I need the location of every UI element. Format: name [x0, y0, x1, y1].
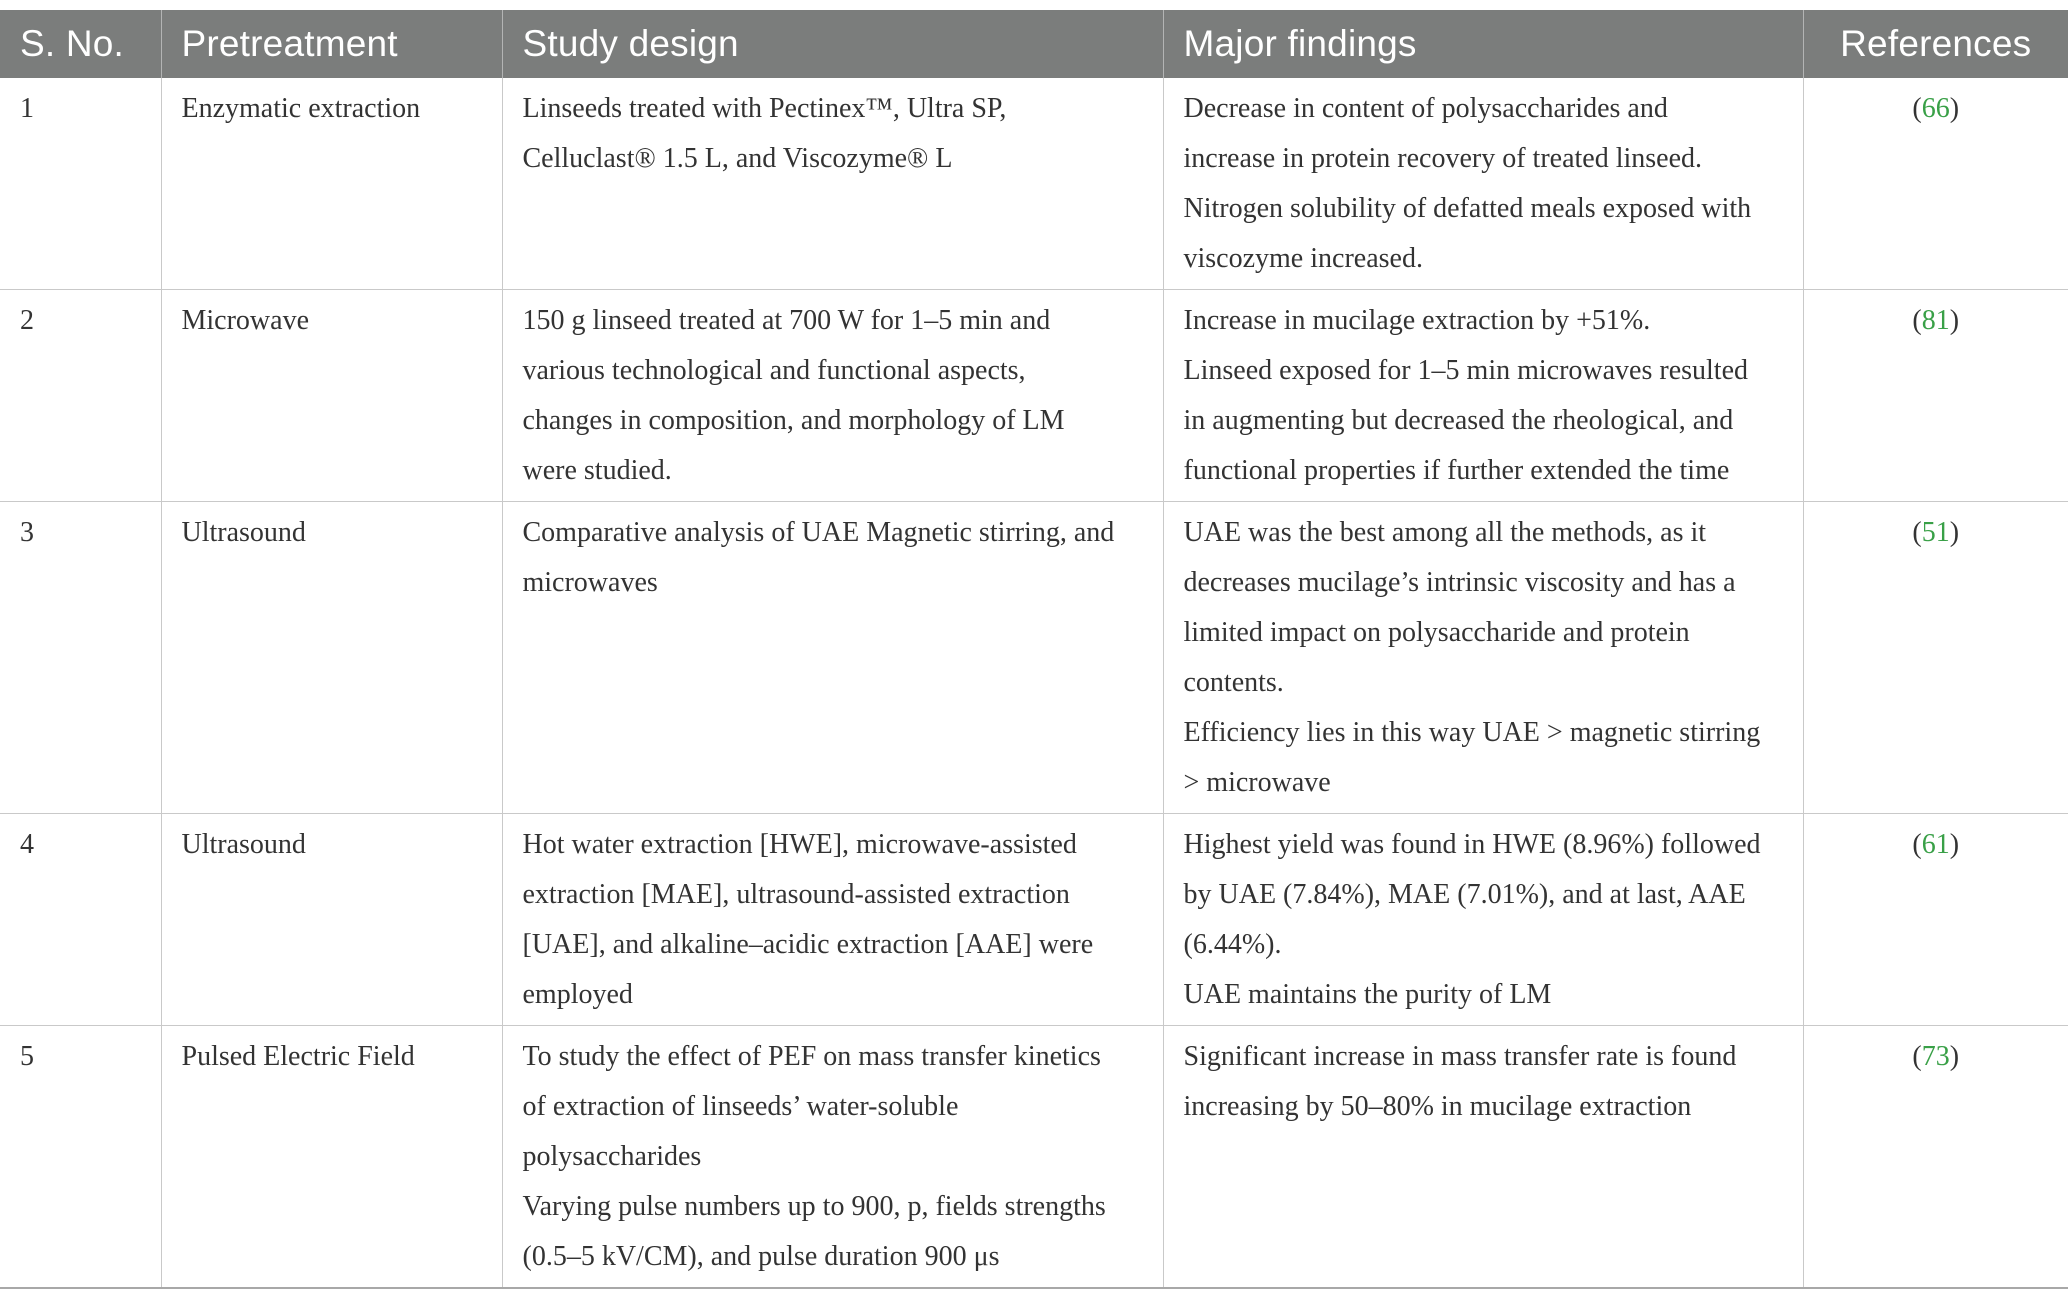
table-row	[0, 78, 2068, 290]
study-design-line: employed	[522, 979, 633, 1010]
study-design-line: [UAE], and alkaline–acidic extraction [AAE] were	[522, 929, 1094, 960]
cell-pretreatment: Pulsed Electric Field	[161, 1026, 502, 1289]
cell-pretreatment: Ultrasound	[161, 502, 502, 814]
study-design-line: changes in composition, and morphology of LM	[522, 405, 1065, 436]
header-sno: S. No.	[0, 10, 161, 78]
study-design-line: Celluclast® 1.5 L, and Viscozyme® L	[522, 143, 953, 174]
reference-close-paren: )	[1949, 305, 1960, 336]
major-findings-line: by UAE (7.84%), MAE (7.01%), and at last, AAE	[1183, 879, 1746, 910]
study-design-line: microwaves	[522, 567, 658, 598]
reference-link[interactable]: 51	[1921, 517, 1950, 548]
header-references: References	[1840, 23, 2032, 64]
major-findings-line: Increase in mucilage extraction by +51%.	[1183, 305, 1651, 336]
major-findings-line: increase in protein recovery of treated linseed.	[1183, 143, 1703, 174]
cell-reference	[1803, 502, 2068, 814]
reference-close-paren: )	[1949, 829, 1960, 860]
cell-study-design	[502, 78, 1163, 290]
cell-reference	[1803, 290, 2068, 502]
cell-major-findings	[1163, 78, 1803, 290]
table-body	[0, 78, 2068, 1288]
reference-link[interactable]: 81	[1921, 305, 1950, 336]
major-findings-line: Linseed exposed for 1–5 min microwaves resulted	[1183, 355, 1749, 386]
cell-reference	[1803, 1026, 2068, 1289]
reference-link[interactable]: 61	[1921, 829, 1950, 860]
study-design-line: polysaccharides	[522, 1141, 702, 1172]
cell-pretreatment: Enzymatic extraction	[161, 78, 502, 290]
study-design-line: Hot water extraction [HWE], microwave-assisted	[522, 829, 1077, 860]
major-findings-line: in augmenting but decreased the rheological, and	[1183, 405, 1734, 436]
study-design-line: 150 g linseed treated at 700 W for 1–5 min and	[522, 305, 1051, 336]
study-design-line: Comparative analysis of UAE Magnetic stirring, and	[522, 517, 1115, 548]
cell-reference	[1803, 78, 2068, 290]
study-design-line: (0.5–5 kV/CM), and pulse duration 900 μs	[522, 1241, 1000, 1272]
reference-link[interactable]: 73	[1921, 1041, 1950, 1072]
major-findings-line: Decrease in content of polysaccharides and	[1183, 93, 1668, 124]
major-findings-line: contents.	[1183, 667, 1284, 698]
study-design-line: of extraction of linseeds’ water-soluble	[522, 1091, 959, 1122]
study-design-line: various technological and functional aspects,	[522, 355, 1026, 386]
reference-open-paren: (	[1912, 517, 1922, 548]
reference-close-paren: )	[1949, 517, 1960, 548]
cell-sno: 2	[0, 290, 161, 502]
cell-study-design	[502, 1026, 1163, 1289]
major-findings-line: Efficiency lies in this way UAE > magnetic stirring	[1183, 717, 1761, 748]
reference-open-paren: (	[1912, 305, 1922, 336]
major-findings-line: limited impact on polysaccharide and protein	[1183, 617, 1690, 648]
major-findings-line: viscozyme increased.	[1183, 243, 1423, 274]
table-row	[0, 814, 2068, 1026]
reference-open-paren: (	[1912, 829, 1922, 860]
header-major-findings: Major findings	[1163, 10, 1803, 78]
table-header-row	[0, 10, 2068, 78]
reference-link[interactable]: 66	[1921, 93, 1950, 124]
major-findings-line: UAE maintains the purity of LM	[1183, 979, 1552, 1010]
major-findings-line: (6.44%).	[1183, 929, 1282, 960]
major-findings-line: decreases mucilage’s intrinsic viscosity and has a	[1183, 567, 1736, 598]
table-row	[0, 1026, 2068, 1289]
cell-reference	[1803, 814, 2068, 1026]
cell-major-findings	[1163, 814, 1803, 1026]
cell-study-design	[502, 290, 1163, 502]
major-findings-line: functional properties if further extended the time	[1183, 455, 1730, 486]
reference-close-paren: )	[1949, 1041, 1960, 1072]
cell-sno: 5	[0, 1026, 161, 1289]
header-study-design: Study design	[502, 10, 1163, 78]
major-findings-line: Highest yield was found in HWE (8.96%) followed	[1183, 829, 1761, 860]
study-design-line: Varying pulse numbers up to 900, p, fields strengths	[522, 1191, 1106, 1222]
reference-open-paren: (	[1912, 93, 1922, 124]
table-row	[0, 290, 2068, 502]
study-design-line: extraction [MAE], ultrasound-assisted extraction	[522, 879, 1070, 910]
major-findings-line: Significant increase in mass transfer rate is found	[1183, 1041, 1737, 1072]
major-findings-line: UAE was the best among all the methods, as it	[1183, 517, 1707, 548]
cell-study-design	[502, 814, 1163, 1026]
cell-major-findings	[1163, 1026, 1803, 1289]
cell-sno: 3	[0, 502, 161, 814]
cell-pretreatment: Ultrasound	[161, 814, 502, 1026]
major-findings-line: Nitrogen solubility of defatted meals exposed with	[1183, 193, 1752, 224]
cell-pretreatment: Microwave	[161, 290, 502, 502]
cell-major-findings	[1163, 290, 1803, 502]
cell-sno: 4	[0, 814, 161, 1026]
pretreatment-table-container	[0, 10, 2068, 1289]
study-design-line: were studied.	[522, 455, 672, 486]
major-findings-line: > microwave	[1183, 767, 1331, 798]
study-design-line: To study the effect of PEF on mass transfer kinetics	[522, 1041, 1101, 1072]
major-findings-line: increasing by 50–80% in mucilage extraction	[1183, 1091, 1692, 1122]
reference-open-paren: (	[1912, 1041, 1922, 1072]
cell-study-design	[502, 502, 1163, 814]
study-design-line: Linseeds treated with Pectinex™, Ultra SP,	[522, 93, 1007, 124]
pretreatment-table	[0, 10, 2068, 1289]
header-pretreatment: Pretreatment	[161, 10, 502, 78]
cell-sno: 1	[0, 78, 161, 290]
cell-major-findings	[1163, 502, 1803, 814]
reference-close-paren: )	[1949, 93, 1960, 124]
table-row	[0, 502, 2068, 814]
